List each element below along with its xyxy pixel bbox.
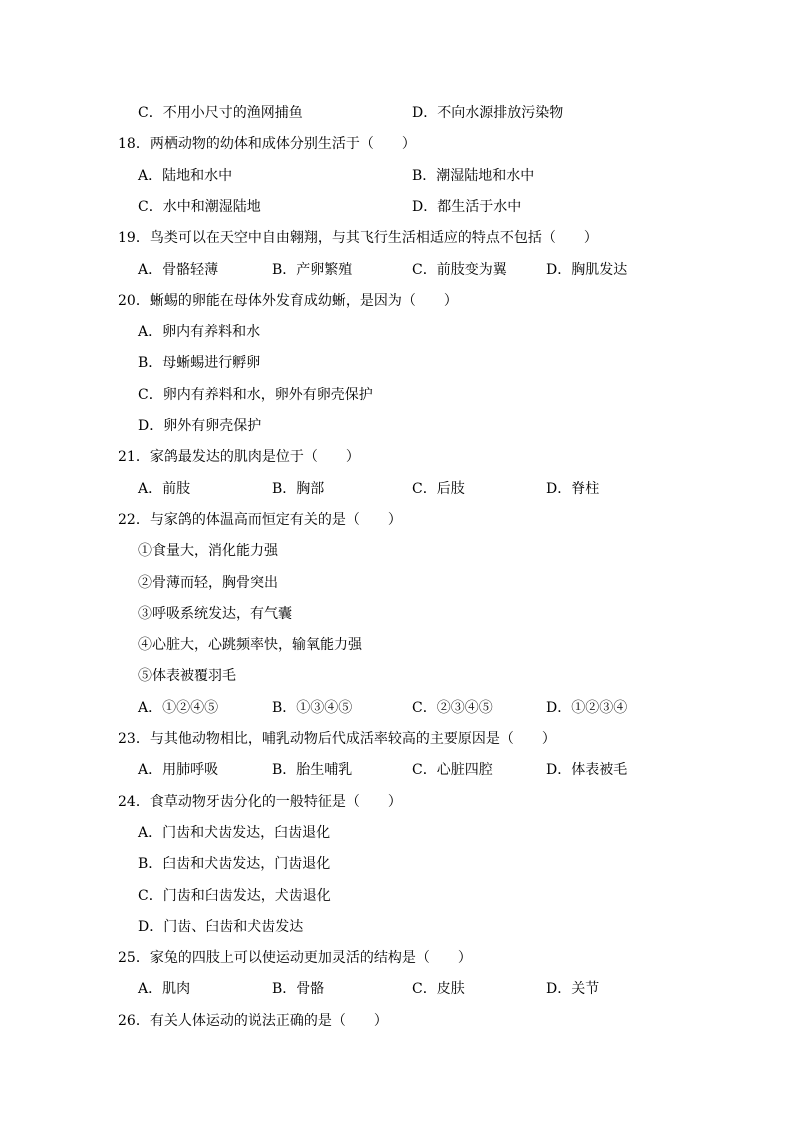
answer-option: ⑤体表被覆羽毛: [138, 668, 236, 684]
answer-option: B．骨骼: [272, 981, 325, 997]
question-text: 23．与其他动物相比，哺乳动物后代成活率较高的主要原因是（ ）: [118, 731, 556, 747]
answer-option: A．前肢: [138, 481, 191, 497]
question-text: 26．有关人体运动的说法正确的是（ ）: [118, 1013, 388, 1029]
answer-option: B．胎生哺乳: [272, 762, 353, 778]
answer-option: C．水中和潮湿陆地: [138, 199, 261, 215]
answer-option: A．陆地和水中: [138, 168, 233, 184]
answer-option: C．②③④⑤: [412, 700, 493, 716]
answer-option: C．前肢变为翼: [412, 262, 507, 278]
question-text: 20．蜥蜴的卵能在母体外发育成幼蜥，是因为（ ）: [118, 293, 458, 309]
answer-option: C．不用小尺寸的渔网捕鱼: [138, 105, 303, 121]
answer-option: B．产卵繁殖: [272, 262, 353, 278]
answer-option: D．脊柱: [546, 481, 600, 497]
answer-option: C．卵内有养料和水，卵外有卵壳保护: [138, 387, 373, 403]
answer-option: D．门齿、臼齿和犬齿发达: [138, 919, 304, 935]
answer-option: A．①②④⑤: [138, 700, 219, 716]
answer-option: B．臼齿和犬齿发达，门齿退化: [138, 856, 331, 872]
answer-option: A．门齿和犬齿发达，臼齿退化: [138, 825, 331, 841]
answer-option: D．胸肌发达: [546, 262, 628, 278]
answer-option: B．胸部: [272, 481, 325, 497]
answer-option: ②骨薄而轻，胸骨突出: [138, 575, 278, 591]
answer-option: B．母蜥蜴进行孵卵: [138, 355, 261, 371]
answer-option: B．①③④⑤: [272, 700, 353, 716]
answer-option: A．肌肉: [138, 981, 191, 997]
answer-option: ③呼吸系统发达，有气囊: [138, 606, 292, 622]
question-text: 25．家兔的四肢上可以使运动更加灵活的结构是（ ）: [118, 950, 472, 966]
question-text: 19．鸟类可以在天空中自由翱翔，与其飞行生活相适应的特点不包括（ ）: [118, 230, 598, 246]
question-text: 21．家鸽最发达的肌肉是位于（ ）: [118, 449, 360, 465]
answer-option: D．关节: [546, 981, 600, 997]
answer-option: D．卵外有卵壳保护: [138, 418, 262, 434]
question-text: 18．两栖动物的幼体和成体分别生活于（ ）: [118, 136, 416, 152]
answer-option: D．都生活于水中: [412, 199, 522, 215]
question-text: 22．与家鸽的体温高而恒定有关的是（ ）: [118, 512, 402, 528]
question-text: 24．食草动物牙齿分化的一般特征是（ ）: [118, 794, 402, 810]
answer-option: A．骨骼轻薄: [138, 262, 219, 278]
answer-option: D．①②③④: [546, 700, 628, 716]
answer-option: ④心脏大，心跳频率快，输氧能力强: [138, 637, 362, 653]
answer-option: A．卵内有养料和水: [138, 324, 261, 340]
answer-option: D．不向水源排放污染物: [412, 105, 564, 121]
answer-option: C．门齿和臼齿发达，犬齿退化: [138, 888, 331, 904]
answer-option: B．潮湿陆地和水中: [412, 168, 535, 184]
answer-option: D．体表被毛: [546, 762, 628, 778]
answer-option: C．心脏四腔: [412, 762, 493, 778]
answer-option: A．用肺呼吸: [138, 762, 219, 778]
answer-option: C．皮肤: [412, 981, 465, 997]
answer-option: C．后肢: [412, 481, 465, 497]
answer-option: ①食量大，消化能力强: [138, 543, 278, 559]
